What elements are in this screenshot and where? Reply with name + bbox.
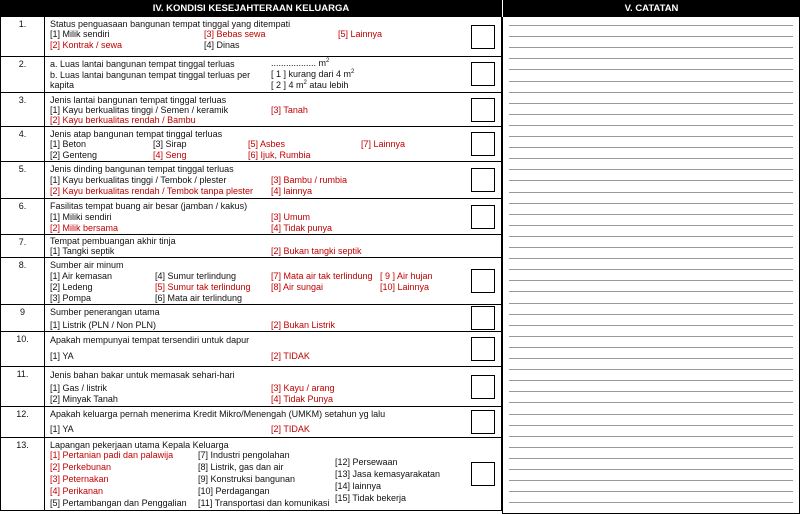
option-1: [1] YA [50, 351, 74, 361]
question-number: 3. [1, 93, 45, 126]
answer-box[interactable] [471, 375, 495, 399]
question-number: 2. [1, 57, 45, 92]
question-number: 5. [1, 162, 45, 198]
note-line [509, 458, 793, 459]
option-1: [1] YA [50, 424, 74, 434]
occupation-option-10: [10] Perdagangan [198, 486, 270, 496]
note-line [509, 147, 793, 148]
note-line [509, 25, 793, 26]
note-line [509, 114, 793, 115]
option-7: [7] Mata air tak terlindung [271, 271, 373, 281]
question-number: 4. [1, 127, 45, 161]
note-line [509, 58, 793, 59]
answer-box[interactable] [471, 98, 495, 122]
option-5: [5] Asbes [248, 139, 286, 149]
question-row-2 [1, 57, 501, 93]
question-row-1 [1, 17, 501, 57]
note-line [509, 325, 793, 326]
question-row-12 [1, 407, 501, 438]
question-number: 8. [1, 258, 45, 304]
question-row-10 [1, 332, 501, 367]
note-line [509, 81, 793, 82]
option-1: [1] Milik sendiri [50, 29, 110, 39]
option-2: [2] Kayu berkualitas rendah / Tembok tanpa plester [50, 186, 253, 196]
option-2: [2] Genteng [50, 150, 98, 160]
section-v-header: V. CATATAN [503, 0, 800, 17]
option-1: [1] Kayu berkualitas tinggi / Tembok / plester [50, 175, 227, 185]
occupation-option-7: [7] Industri pengolahan [198, 450, 290, 460]
note-line [509, 225, 793, 226]
note-line [509, 69, 793, 70]
question-row-8 [1, 258, 501, 305]
option-1: [1] Kayu berkualitas tinggi / Semen / keramik [50, 105, 229, 115]
option-2: [2] Bukan tangki septik [271, 246, 362, 256]
question-text-a: a. Luas lantai bangunan tempat tinggal terluas [50, 59, 235, 69]
answer-box[interactable] [471, 462, 495, 486]
note-line [509, 180, 793, 181]
occupation-option-11: [11] Transportasi dan komunikasi [198, 498, 330, 508]
option-7: [7] Lainnya [361, 139, 406, 149]
note-line [509, 358, 793, 359]
note-line [509, 447, 793, 448]
option-2: [2] TIDAK [271, 424, 310, 434]
occupation-option-9: [9] Konstruksi bangunan [198, 474, 296, 484]
section-iv-header: IV. KONDISI KESEJAHTERAAN KELUARGA [0, 0, 502, 17]
answer-box[interactable] [471, 205, 495, 229]
question-text: Sumber penerangan utama [50, 307, 160, 317]
question-row-3 [1, 93, 501, 127]
note-line [509, 236, 793, 237]
note-line [509, 469, 793, 470]
question-number: 11. [1, 367, 45, 406]
note-line [509, 136, 793, 137]
note-line [509, 169, 793, 170]
note-line [509, 502, 793, 503]
notes-panel[interactable] [502, 17, 800, 514]
occupation-option-12: [12] Persewaan [335, 457, 398, 467]
note-line [509, 480, 793, 481]
question-number: 9 [1, 305, 45, 331]
note-line [509, 369, 793, 370]
option-3: [3] Tanah [271, 105, 308, 115]
option-4: [4] Dinas [204, 40, 240, 50]
answer-box[interactable] [471, 132, 495, 156]
question-row-5 [1, 162, 501, 199]
option-3: [3] Bebas sewa [204, 29, 266, 39]
note-line [509, 336, 793, 337]
question-number: 7. [1, 235, 45, 257]
note-line [509, 491, 793, 492]
question-text: Apakah mempunyai tempat tersendiri untuk dapur [50, 335, 250, 345]
question-number: 12. [1, 407, 45, 437]
question-row-13 [1, 438, 501, 511]
question-text: Lapangan pekerjaan utama Kepala Keluarga [50, 440, 229, 450]
question-text: Jenis bahan bakar untuk memasak sehari-hari [50, 370, 235, 380]
option-8: [8] Air sungai [271, 282, 324, 292]
answer-box[interactable] [471, 269, 495, 293]
option-3: [3] Umum [271, 212, 311, 222]
answer-box[interactable] [471, 62, 495, 86]
answer-box[interactable] [471, 25, 495, 49]
option-1: [1] Listrik (PLN / Non PLN) [50, 320, 157, 330]
option-1: [1] Gas / listrik [50, 383, 108, 393]
option-3: [3] Sirap [153, 139, 187, 149]
question-text: Apakah keluarga pernah menerima Kredit Mikro/Menengah (UMKM) setahun yg lalu [50, 409, 386, 419]
occupation-option-2: [2] Perkebunan [50, 462, 112, 472]
question-text: Fasilitas tempat buang air besar (jamban / kakus) [50, 201, 248, 211]
answer-box[interactable] [471, 410, 495, 434]
option-1: [ 1 ] kurang dari 4 $m^2$ [271, 69, 355, 79]
question-number: 13. [1, 438, 45, 510]
answer-box[interactable] [471, 337, 495, 361]
question-text-b: b. Luas lantai bangunan tempat tinggal terluas per [50, 70, 251, 80]
note-line [509, 158, 793, 159]
option-4: [4] Sumur terlindung [155, 271, 237, 281]
option-3: [3] Pompa [50, 293, 92, 303]
occupation-option-5: [5] Pertambangan dan Penggalian [50, 498, 187, 508]
note-line [509, 258, 793, 259]
question-row-4 [1, 127, 501, 162]
note-line [509, 347, 793, 348]
note-line [509, 36, 793, 37]
answer-box[interactable] [471, 168, 495, 192]
answer-box[interactable] [471, 306, 495, 330]
option-4: [4] Tidak Punya [271, 394, 334, 404]
note-line [509, 47, 793, 48]
question-number: 6. [1, 199, 45, 234]
option-1: [1] Miliki sendiri [50, 212, 112, 222]
question-text: Jenis lantai bangunan tempat tinggal terluas [50, 95, 227, 105]
occupation-option-1: [1] Pertanian padi dan palawija [50, 450, 174, 460]
option-1: [1] Tangki septik [50, 246, 115, 256]
option-6: [6] Ijuk, Rumbia [248, 150, 311, 160]
question-text-b-cont: kapita [50, 80, 75, 90]
occupation-option-4: [4] Perikanan [50, 486, 104, 496]
note-line [509, 125, 793, 126]
note-line [509, 192, 793, 193]
option-1: [1] Air kemasan [50, 271, 113, 281]
question-number: 1. [1, 17, 45, 56]
question-row-7 [1, 235, 501, 258]
option-2: [2] Ledeng [50, 282, 93, 292]
option-6: [6] Mata air terlindung [155, 293, 243, 303]
option-2: [2] Kayu berkualitas rendah / Bambu [50, 115, 196, 125]
question-text: Tempat pembuangan akhir tinja [50, 236, 176, 246]
floor-area-blank[interactable]: .................. $m^2$ [271, 58, 330, 68]
question-text: Status penguasaan bangunan tempat tinggal yang ditempati [50, 19, 291, 29]
option-4: [4] Tidak punya [271, 223, 333, 233]
note-line [509, 314, 793, 315]
occupation-option-15: [15] Tidak bekerja [335, 493, 407, 503]
option-4: [4] Seng [153, 150, 187, 160]
note-line [509, 269, 793, 270]
option-3: [3] Kayu / arang [271, 383, 335, 393]
option-2: [2] Minyak Tanah [50, 394, 118, 404]
note-line [509, 103, 793, 104]
occupation-option-13: [13] Jasa kemasyarakatan [335, 469, 441, 479]
note-line [509, 402, 793, 403]
option-5: [5] Sumur tak terlindung [155, 282, 251, 292]
note-line [509, 247, 793, 248]
option-10: [10] Lainnya [380, 282, 430, 292]
note-line [509, 414, 793, 415]
option-5: [5] Lainnya [338, 29, 383, 39]
option-2: [2] Kontrak / sewa [50, 40, 123, 50]
note-line [509, 425, 793, 426]
welfare-table [0, 17, 502, 511]
note-line [509, 291, 793, 292]
option-1: [1] Beton [50, 139, 87, 149]
question-text: Jenis atap bangunan tempat tinggal terluas [50, 129, 223, 139]
occupation-option-14: [14] lainnya [335, 481, 382, 491]
note-line [509, 214, 793, 215]
note-line [509, 280, 793, 281]
occupation-option-3: [3] Peternakan [50, 474, 109, 484]
question-row-6 [1, 199, 501, 235]
option-2: [ 2 ] 4 $m^2$ atau lebih [271, 80, 349, 90]
question-row-11 [1, 367, 501, 407]
note-line [509, 92, 793, 93]
note-line [509, 436, 793, 437]
option-2: [2] TIDAK [271, 351, 310, 361]
question-text: Jenis dinding bangunan tempat tinggal terluas [50, 164, 234, 174]
option-2: [2] Milik bersama [50, 223, 119, 233]
occupation-option-8: [8] Listrik, gas dan air [198, 462, 284, 472]
option-9: [ 9 ] Air hujan [380, 271, 433, 281]
option-3: [3] Bambu / rumbia [271, 175, 348, 185]
question-row-9 [1, 305, 501, 332]
option-4: [4] lainnya [271, 186, 313, 196]
question-number: 10. [1, 332, 45, 366]
note-line [509, 391, 793, 392]
option-2: [2] Bukan Listrik [271, 320, 336, 330]
note-line [509, 303, 793, 304]
question-text: Sumber air minum [50, 260, 124, 270]
note-line [509, 203, 793, 204]
note-line [509, 380, 793, 381]
